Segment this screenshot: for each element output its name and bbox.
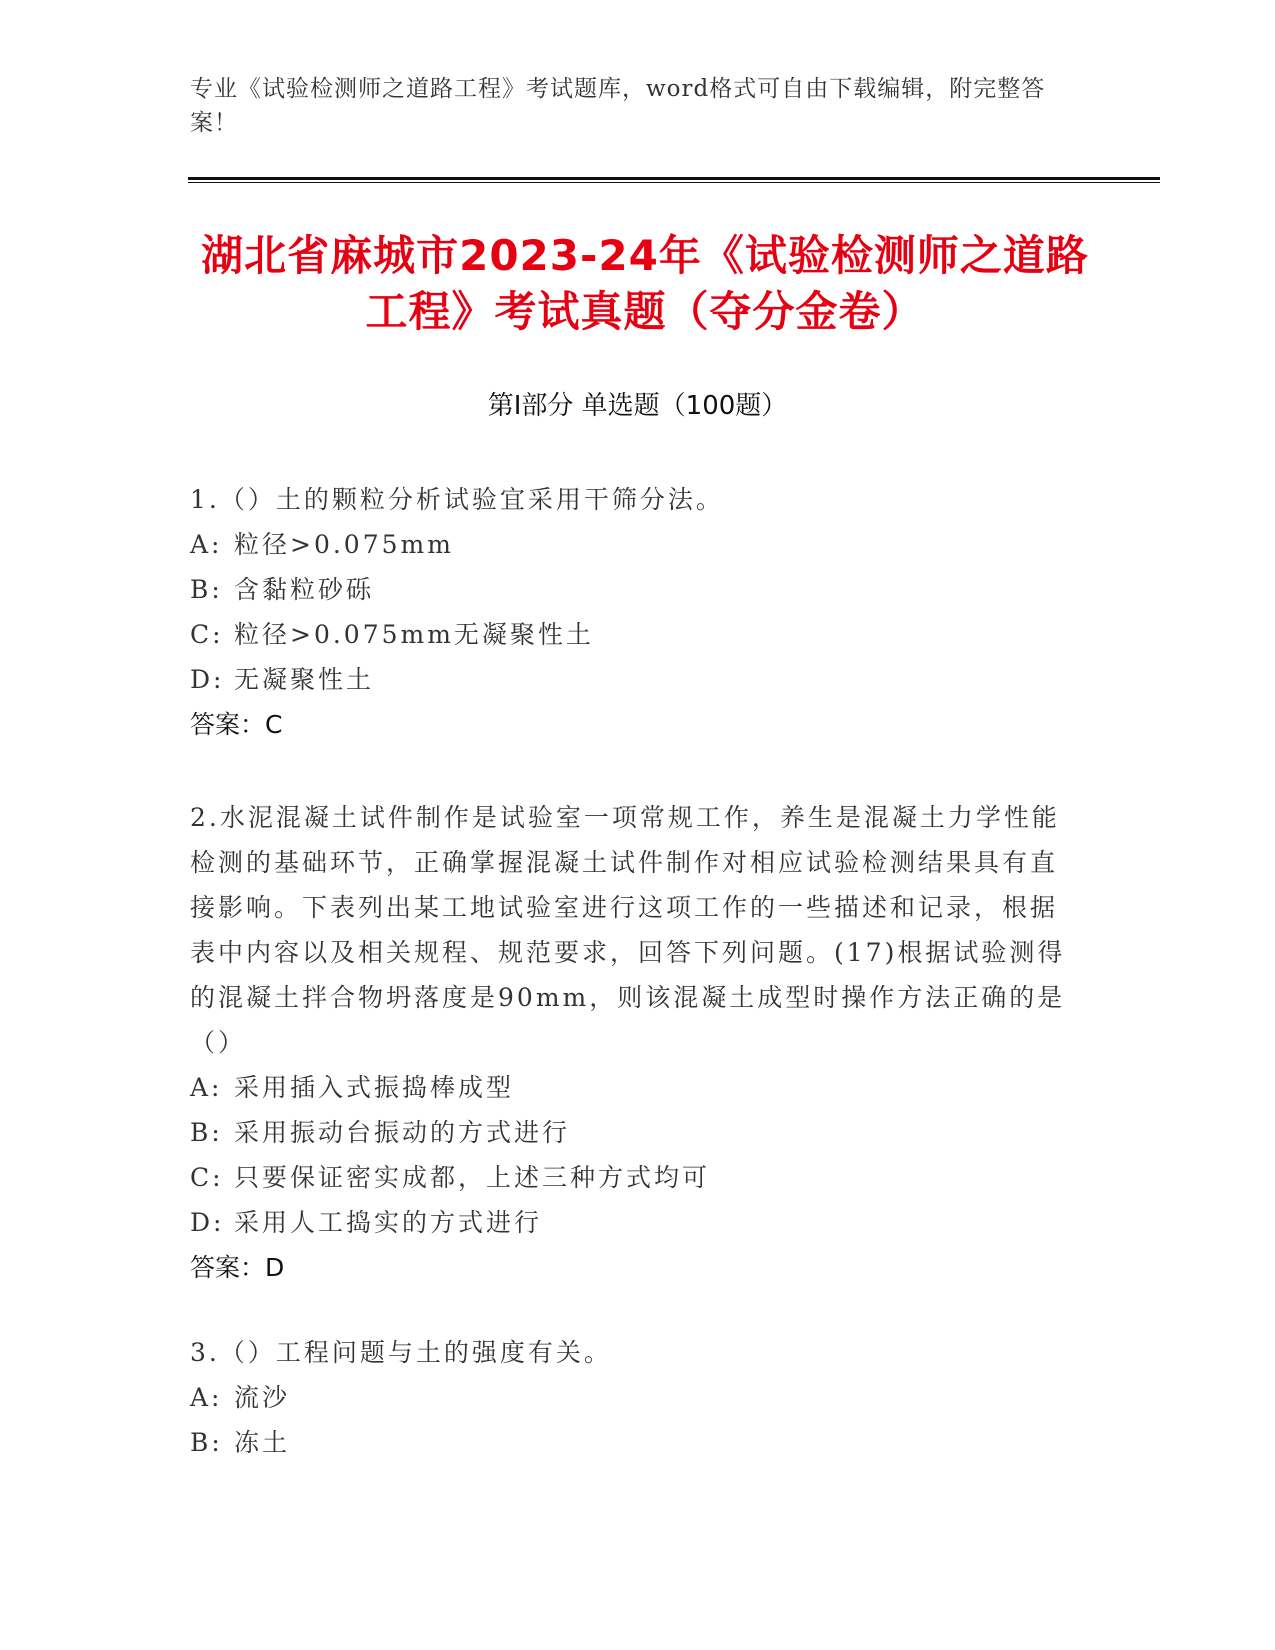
question-2: [190, 795, 1070, 1290]
option-label: A:: [190, 1073, 223, 1102]
option-text: 只要保证密实成都，上述三种方式均可: [234, 1163, 711, 1192]
header-note: 专业《试验检测师之道路工程》考试题库，word格式可自由下载编辑，附完整答案！: [190, 76, 1046, 136]
answer-line: 答案：C: [190, 710, 283, 739]
question-stem: 1.（）土的颗粒分析试验宜采用干筛分法。: [190, 485, 724, 514]
option-b: [190, 1420, 1070, 1465]
option-b: [190, 567, 1070, 612]
option-label: B:: [190, 575, 223, 604]
option-a: [190, 1065, 1070, 1110]
question-1: [190, 477, 1070, 747]
option-a: [190, 1375, 1070, 1420]
option-label: A:: [190, 530, 223, 559]
option-label: D:: [190, 665, 225, 694]
option-text: 粒径>0.075mm无凝聚性土: [234, 620, 594, 649]
option-label: B:: [190, 1118, 223, 1147]
option-label: A:: [190, 1383, 223, 1412]
option-text: 粒径>0.075mm: [234, 530, 454, 559]
document-title: 湖北省麻城市2023-24年《试验检测师之道路工程》考试真题（夺分金卷）: [201, 231, 1089, 336]
option-d: [190, 1200, 1070, 1245]
question-stem: 2.水泥混凝土试件制作是试验室一项常规工作，养生是混凝土力学性能检测的基础环节，正确掌握混凝土试件制作对相应试验检测结果具有直接影响。下表列出某工地试验室进行这项工作的一些描述和记录，根据表中内容以及相关规程、规范要求，回答下列问题。(17)根据试验测得的混凝土拌合物坍落度是90mm，则该混凝土成型时操作方法正确的是（）: [190, 803, 1066, 1057]
option-text: 流沙: [234, 1383, 291, 1412]
option-text: 冻土: [234, 1428, 291, 1457]
question-stem: 3.（）工程问题与土的强度有关。: [190, 1338, 612, 1367]
option-d: [190, 657, 1070, 702]
option-c: [190, 612, 1070, 657]
header-divider: [188, 177, 1160, 183]
option-label: C:: [190, 1163, 224, 1192]
option-c: [190, 1155, 1070, 1200]
section-heading: 第I部分 单选题（100题）: [487, 391, 788, 421]
question-3: [190, 1330, 1070, 1465]
option-label: C:: [190, 620, 224, 649]
option-text: 含黏粒砂砾: [234, 575, 375, 604]
option-text: 采用插入式振捣棒成型: [234, 1073, 515, 1102]
option-label: B:: [190, 1428, 223, 1457]
option-b: [190, 1110, 1070, 1155]
answer-line: 答案：D: [190, 1253, 285, 1282]
option-text: 采用人工捣实的方式进行: [234, 1208, 543, 1237]
option-a: [190, 522, 1070, 567]
option-label: D:: [190, 1208, 225, 1237]
option-text: 无凝聚性土: [234, 665, 375, 694]
option-text: 采用振动台振动的方式进行: [234, 1118, 571, 1147]
